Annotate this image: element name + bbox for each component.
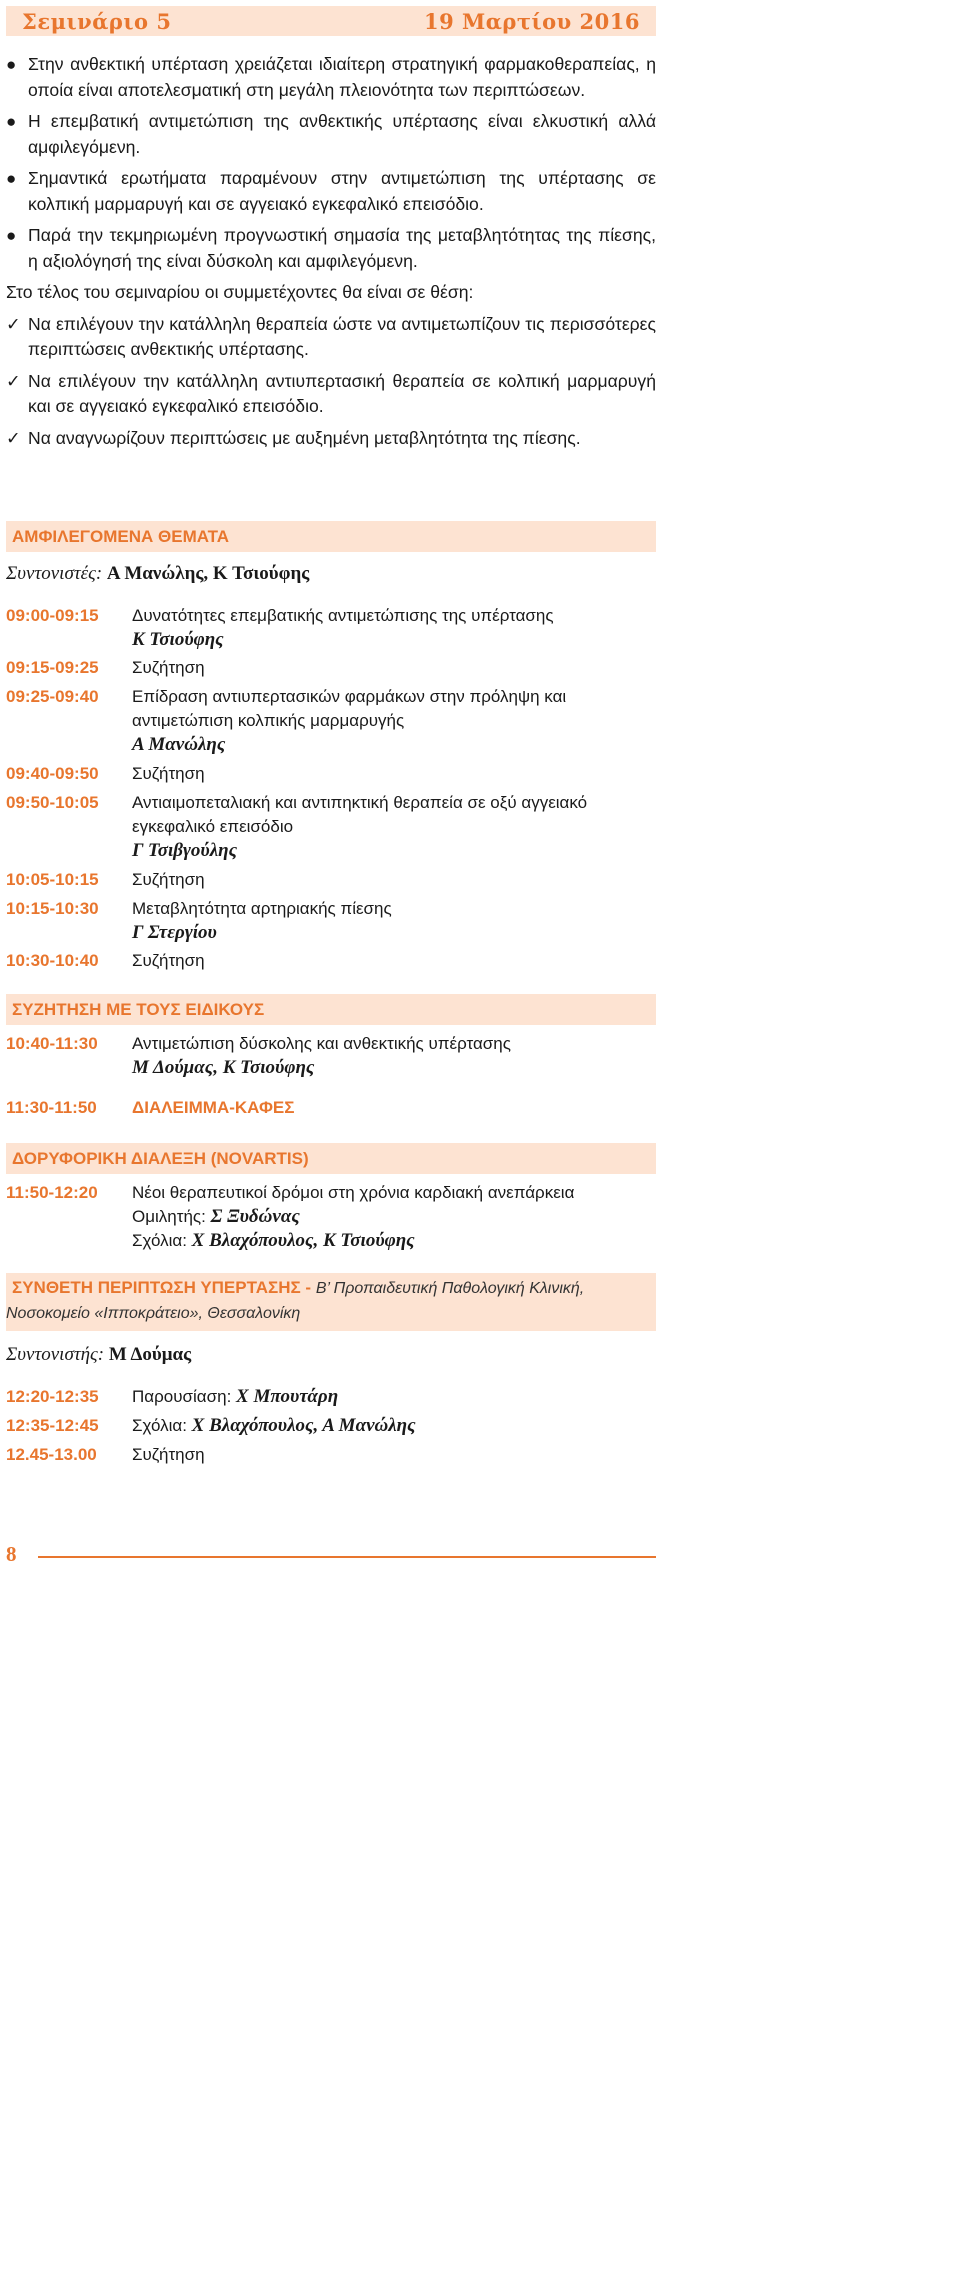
intro-bullet: ● Στην ανθεκτική υπέρταση χρειάζεται ιδιαίτερη στρατηγική φαρμακοθεραπείας, η οποία είναι αποτελεσματική στη μεγάλη πλειονότητα των περιπτώσεων. bbox=[6, 54, 656, 100]
intro-bullet: ● Σημαντικά ερωτήματα παραμένουν στην αντιμετώπιση της υπέρτασης σε κολπική μαρμαρυγή και σε αγγειακό εγκεφαλικό επεισόδιο. bbox=[6, 168, 656, 214]
checkmark-icon: ✓ bbox=[6, 370, 21, 391]
page-header bbox=[6, 6, 656, 36]
section-title-controversies: ΑΜΦΙΛΕΓΟΜΕΝΑ ΘΕΜΑΤΑ bbox=[6, 521, 656, 552]
objectives-intro: Στο τέλος του σεμιναρίου οι συμμετέχοντες θα είναι σε θέση: bbox=[6, 282, 474, 302]
section-title-experts: ΣΥΖΗΤΗΣΗ ΜΕ ΤΟΥΣ ΕΙΔΙΚΟΥΣ bbox=[6, 994, 656, 1025]
intro-bullet: ● Η επεμβατική αντιμετώπιση της ανθεκτικής υπέρτασης είναι ελκυστική αλλά αμφιλεγόμενη. bbox=[6, 111, 656, 157]
objective-item: ✓ Να αναγνωρίζουν περιπτώσεις με αυξημένη μεταβλητότητα της πίεσης. bbox=[6, 426, 656, 452]
seminar-date: 19 Μαρτίου 2016 bbox=[423, 9, 640, 34]
intro-section bbox=[6, 52, 656, 457]
checkmark-icon: ✓ bbox=[6, 427, 21, 448]
section-title-satellite: ΔΟΡΥΦΟΡΙΚΗ ΔΙΑΛΕΞΗ (NOVARTIS) bbox=[6, 1143, 656, 1174]
objective-item: ✓ Να επιλέγουν την κατάλληλη θεραπεία ώστε να αντιμετωπίζουν τις περισσότερες περιπτώσεις ανθεκτικής υπέρτασης. bbox=[6, 313, 656, 359]
seminar-title: Σεμινάριο 5 bbox=[22, 9, 172, 34]
objective-item: ✓ Να επιλέγουν την κατάλληλη αντιυπερτασική θεραπεία σε κολπική μαρμαρυγή και σε αγγειακό εγκεφαλικό επεισόδιο. bbox=[6, 370, 656, 416]
intro-bullet: ● Παρά την τεκμηριωμένη προγνωστική σημασία της μεταβλητότητας της πίεσης, η αξιολόγησή της είναι δύσκολη και αμφιλεγόμενη. bbox=[6, 225, 656, 271]
coffee-break: ΔΙΑΛΕΙΜΜΑ-ΚΑΦΕΣ bbox=[132, 1098, 295, 1117]
coordinator: Συντονιστής: Μ Δούμας bbox=[6, 1344, 192, 1365]
checkmark-icon: ✓ bbox=[6, 313, 21, 334]
section-title-case: ΣΥΝΘΕΤΗ ΠΕΡΙΠΤΩΣΗ ΥΠΕΡΤΑΣΗΣ - Β’ Προπαιδευτική Παθολογική Κλινική, Νοσοκομείο «Ιπποκράτειο», Θεσσαλονίκη bbox=[6, 1273, 656, 1331]
footer-rule bbox=[38, 1556, 656, 1558]
coordinators: Συντονιστές: Α Μανώλης, Κ Τσιούφης bbox=[6, 563, 310, 584]
page-number: 8 bbox=[6, 1542, 17, 1566]
